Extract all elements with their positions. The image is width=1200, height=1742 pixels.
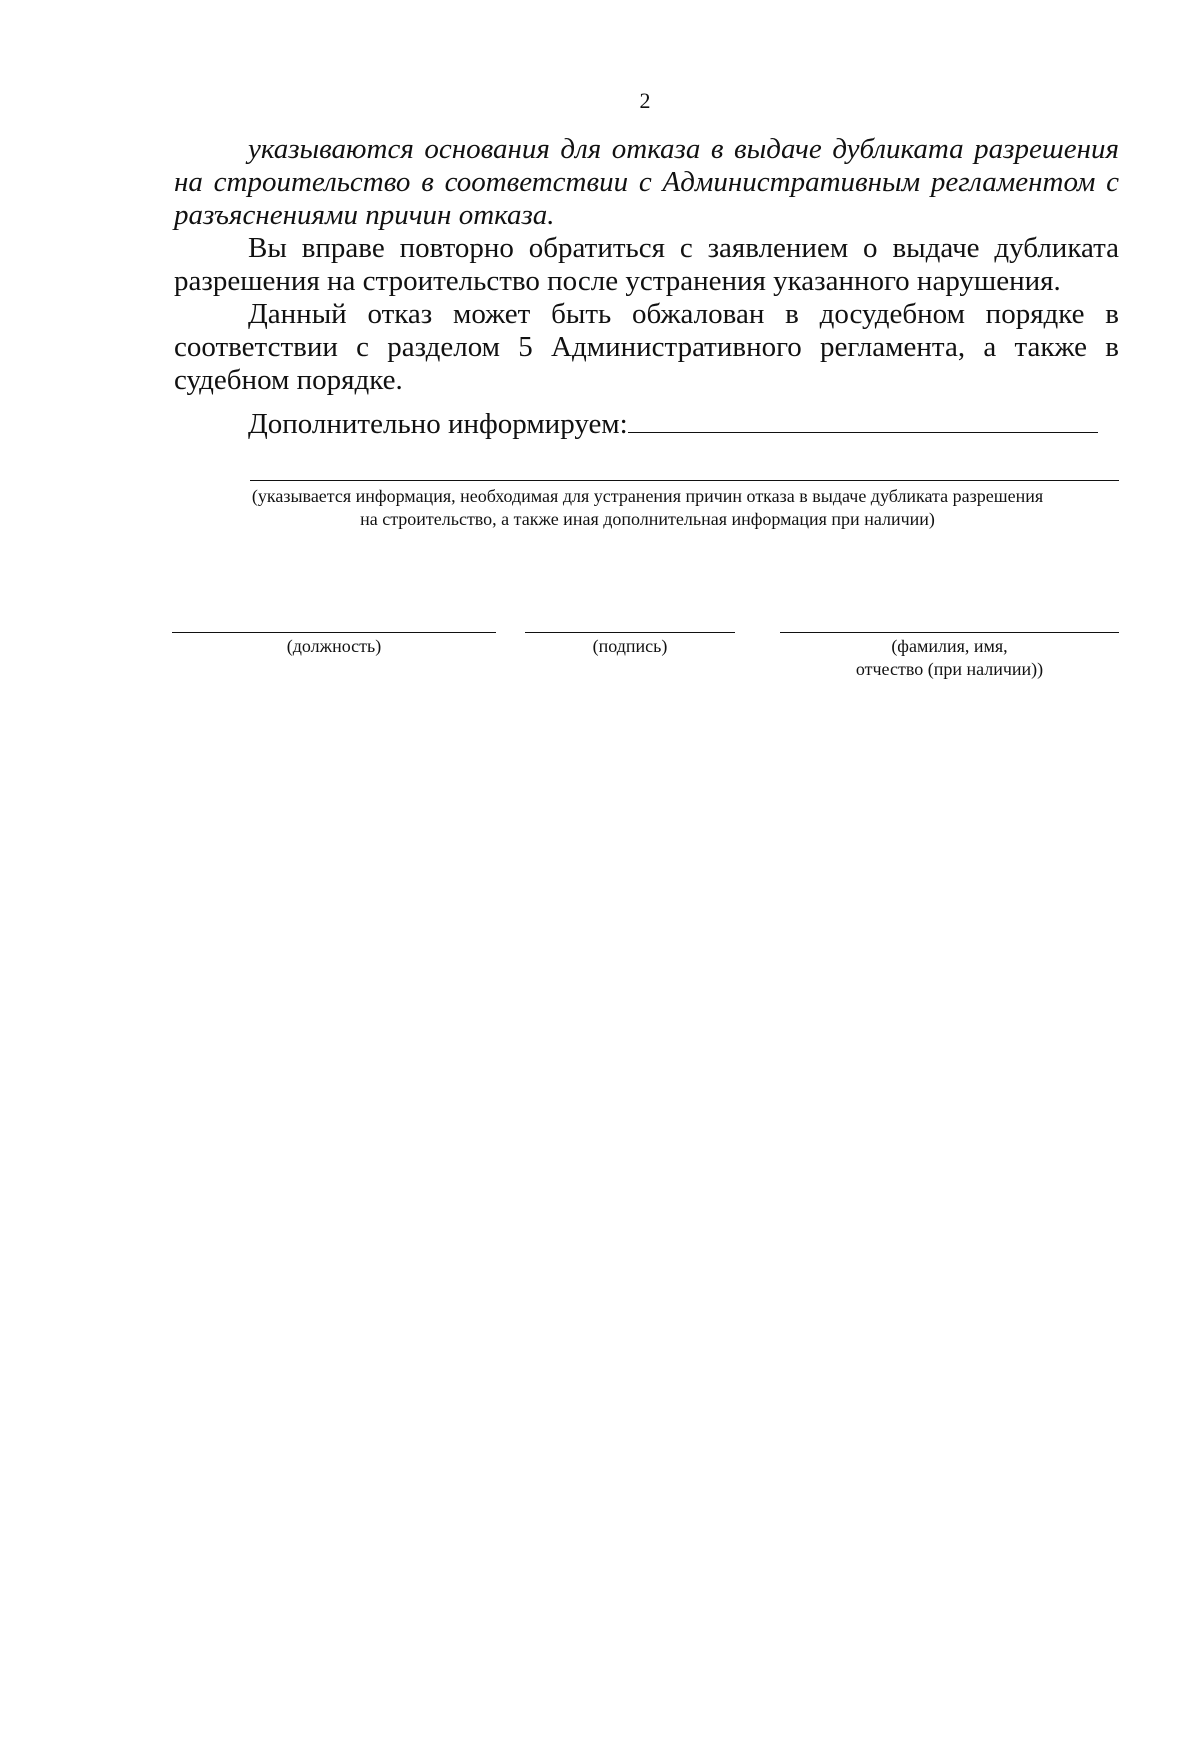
hint-line-1: (указывается информация, необходимая для устранения причин отказа в выдаче дубликата разрешения: [251, 486, 1044, 506]
hint-line-2: на строительство, а также иная дополнительная информация при наличии): [360, 509, 935, 529]
name-blank-line: [780, 632, 1119, 633]
signature-caption: (подпись): [592, 636, 668, 656]
name-caption-line-2: отчество (при наличии)): [855, 659, 1044, 679]
position-blank-line: [172, 632, 496, 633]
refusal-reasons-paragraph: указываются основания для отказа в выдаче дубликата разрешения на строительство в соответствии с Административным регламентом с разъяснениями причин отказа.: [174, 133, 1119, 231]
additional-info-blank: [628, 406, 1098, 433]
signature-blank-line: [525, 632, 735, 633]
page-number: 2: [639, 88, 651, 113]
document-body: [174, 133, 1119, 397]
additional-info-label: Дополнительно информируем:: [248, 408, 628, 440]
position-caption: (должность): [286, 636, 382, 656]
additional-info-hint: [160, 485, 1135, 531]
name-caption-line-1: (фамилия, имя,: [891, 636, 1008, 656]
additional-info-line: [174, 406, 1119, 441]
reapply-paragraph: Вы вправе повторно обратиться с заявлением о выдаче дубликата разрешения на строительство после устранения указанного нарушения.: [174, 232, 1119, 297]
appeal-paragraph: Данный отказ может быть обжалован в досудебном порядке в соответствии с разделом 5 Административного регламента, а также в судебном порядке.: [174, 298, 1119, 396]
additional-info-blank-line: [250, 480, 1119, 481]
name-caption: [780, 635, 1119, 681]
